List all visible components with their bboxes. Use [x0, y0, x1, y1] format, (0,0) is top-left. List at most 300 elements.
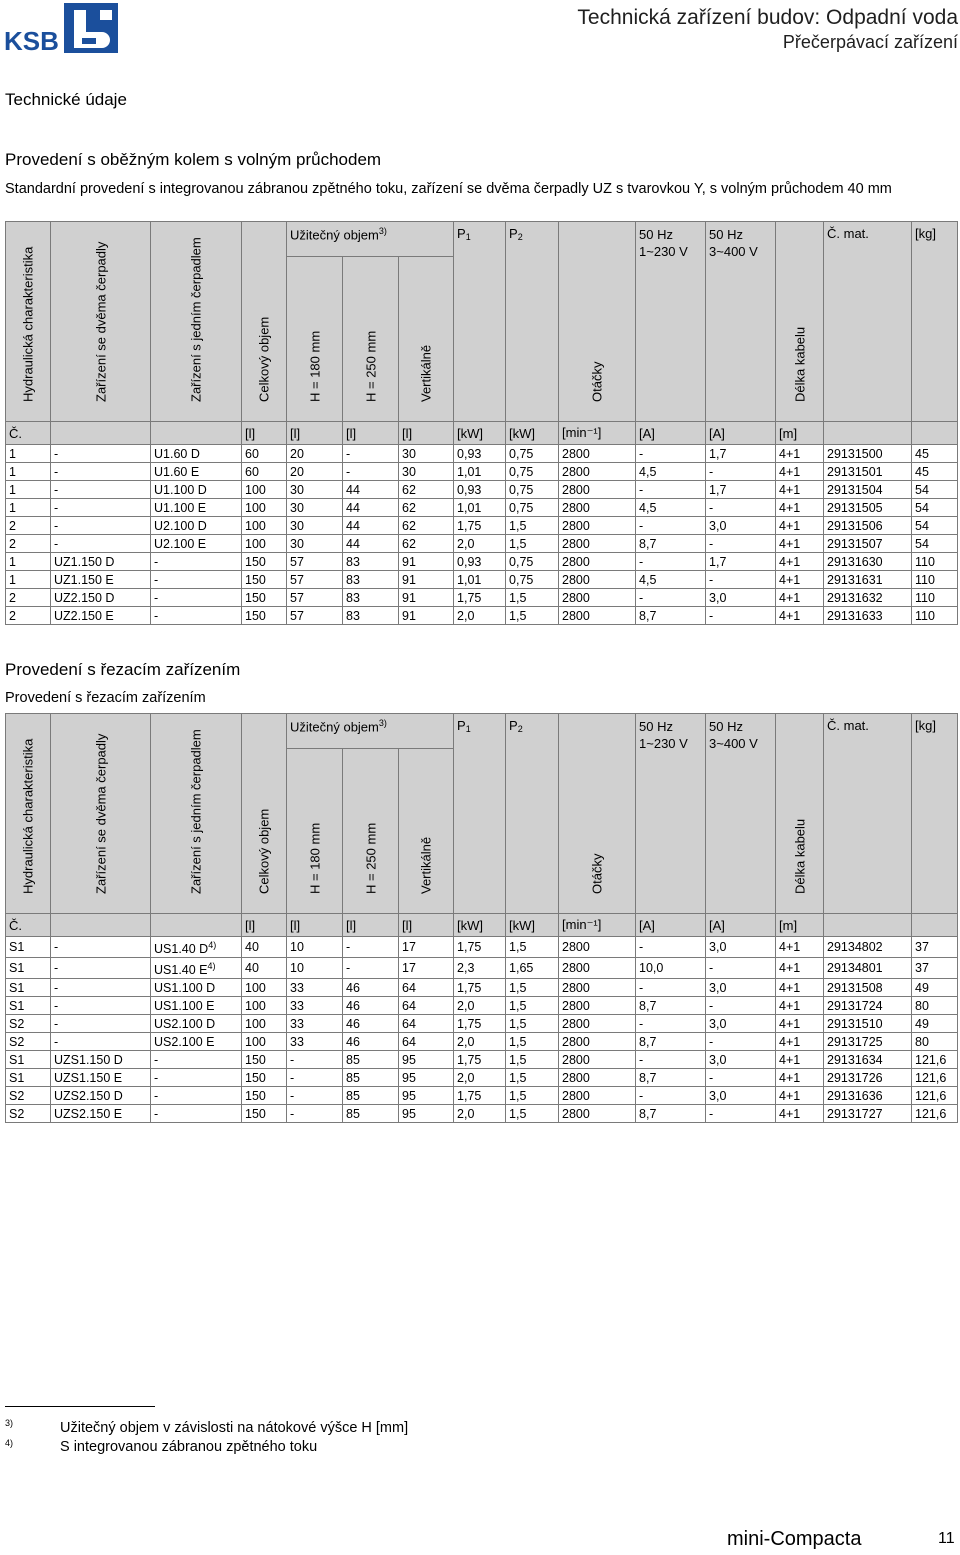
- cell-value: 150: [245, 1088, 266, 1103]
- cell-value: U2.100 E: [154, 536, 207, 551]
- cell-value: 8,7: [639, 1034, 657, 1049]
- cell-value: 29131506: [827, 518, 883, 533]
- cell-value: 0,75: [509, 500, 534, 515]
- table-row: [6, 958, 958, 979]
- table-cell: [559, 445, 636, 463]
- table-cell: [343, 499, 399, 517]
- cell-value: 2800: [562, 1070, 590, 1085]
- table-cell: [151, 499, 242, 517]
- cell-value: -: [290, 1052, 295, 1067]
- table-cell: [287, 445, 343, 463]
- cell-value: -: [639, 590, 644, 605]
- cell-value: -: [709, 536, 714, 551]
- cell-value: 29134802: [827, 940, 883, 955]
- cell-value: 2: [9, 590, 16, 605]
- table-cell: [706, 1087, 776, 1105]
- unit-a: [A]: [636, 914, 706, 937]
- table-cell: [506, 535, 559, 553]
- cell-value: 83: [346, 554, 360, 569]
- cell-value: 17: [402, 940, 416, 955]
- cell-value: 64: [402, 1034, 416, 1049]
- table-cell: [454, 535, 506, 553]
- table-cell: [151, 589, 242, 607]
- header-1ph: 50 Hz 1~230 V: [636, 714, 706, 914]
- table-cell: [343, 958, 399, 979]
- table-cell: [343, 463, 399, 481]
- cell-value: 110: [915, 554, 935, 569]
- table-cell: [506, 463, 559, 481]
- table-cell: [399, 571, 454, 589]
- cell-value: 1,75: [457, 518, 482, 533]
- table-cell: [824, 571, 912, 589]
- table-cell: [776, 997, 824, 1015]
- cell-value: 2: [9, 536, 16, 551]
- cell-value: 29131501: [827, 464, 883, 479]
- table-cell: [559, 517, 636, 535]
- table-cell: [6, 571, 51, 589]
- table-cell: [287, 499, 343, 517]
- table-cell: [706, 1105, 776, 1123]
- cell-value: S1: [9, 998, 25, 1013]
- header-one-pump: Zařízení s jedním čerpadlem: [151, 222, 242, 422]
- table-cell: [912, 958, 958, 979]
- cell-value: S2: [9, 1034, 25, 1049]
- cell-value: 80: [915, 1034, 929, 1049]
- header-speed: Otáčky: [559, 714, 636, 914]
- cell-value: 110: [915, 572, 935, 587]
- cell-value: 29131505: [827, 500, 883, 515]
- cell-value: 10: [290, 940, 304, 955]
- cell-value: 95: [402, 1088, 416, 1103]
- cell-value: 1,75: [457, 1016, 482, 1031]
- table-cell: [506, 1015, 559, 1033]
- table-cell: [287, 517, 343, 535]
- table-row: [6, 553, 958, 571]
- cell-value: 10,0: [639, 961, 664, 976]
- table-cell: [706, 979, 776, 997]
- table-cell: [559, 1087, 636, 1105]
- unit-l: [l]: [399, 422, 454, 445]
- cell-value: 100: [245, 482, 266, 497]
- table-cell: [636, 463, 706, 481]
- cell-value: -: [346, 961, 351, 976]
- table-cell: [559, 553, 636, 571]
- cell-value: 1,5: [509, 1052, 527, 1067]
- table-cell: [399, 481, 454, 499]
- cell-value: 57: [290, 608, 304, 623]
- cell-value: -: [709, 961, 714, 976]
- table-cell: [242, 1051, 287, 1069]
- table-cell: [151, 1051, 242, 1069]
- header-p1: $P_1$: [454, 222, 506, 422]
- cell-value: -: [290, 1088, 295, 1103]
- table-cell: [242, 1015, 287, 1033]
- cell-value: -: [639, 1088, 644, 1103]
- table-cell: [287, 979, 343, 997]
- table-cell: [636, 1015, 706, 1033]
- table-cell: [559, 1051, 636, 1069]
- cell-value: 4+1: [779, 482, 801, 497]
- table-cell: [636, 445, 706, 463]
- table-cell: [559, 463, 636, 481]
- cell-value: -: [639, 482, 644, 497]
- table-cell: [51, 1087, 151, 1105]
- table-cell: [151, 463, 242, 481]
- table-cell: [6, 553, 51, 571]
- table-cell: [242, 1069, 287, 1087]
- cell-value: 33: [290, 980, 304, 995]
- table-row: [6, 499, 958, 517]
- footnote-3-text: Užitečný objem v závislosti na nátokové výšce H [mm]: [60, 1420, 409, 1436]
- cell-value: 54: [915, 518, 929, 533]
- table-cell: [242, 979, 287, 997]
- cell-value: -: [639, 1016, 644, 1031]
- cell-value: -: [54, 518, 59, 533]
- cell-value: U1.100 E: [154, 500, 207, 515]
- table-cell: [912, 607, 958, 625]
- cell-value: 0,93: [457, 482, 482, 497]
- unit-a: [A]: [706, 914, 776, 937]
- table-cell: [912, 499, 958, 517]
- cell-value: S1: [9, 980, 25, 995]
- cell-value: 1,5: [509, 518, 527, 533]
- cell-value: U2.100 D: [154, 518, 207, 533]
- footnote-ref: 4): [208, 940, 217, 950]
- cell-value: 4+1: [779, 500, 801, 515]
- table-cell: [151, 445, 242, 463]
- table-cell: [506, 481, 559, 499]
- table-cell: [912, 463, 958, 481]
- cell-value: -: [54, 536, 59, 551]
- cell-value: 100: [245, 1016, 266, 1031]
- cell-value: -: [154, 572, 159, 587]
- table-cell: [151, 553, 242, 571]
- cell-value: 29131510: [827, 1016, 883, 1031]
- table-cell: [912, 979, 958, 997]
- svg-text:KSB: KSB: [4, 26, 59, 54]
- header-total-volume: Celkový objem: [242, 714, 287, 914]
- unit-m: [m]: [776, 914, 824, 937]
- table-cell: [51, 997, 151, 1015]
- table-cell: [776, 937, 824, 958]
- cell-value: UZ1.150 E: [54, 572, 114, 587]
- cell-value: 83: [346, 608, 360, 623]
- header-title: Technická zařízení budov: Odpadní voda: [577, 6, 958, 29]
- table-cell: [287, 553, 343, 571]
- cell-value: 150: [245, 590, 266, 605]
- table-cell: [636, 535, 706, 553]
- table-cell: [912, 571, 958, 589]
- table-cell: [343, 481, 399, 499]
- cell-value: 4,5: [639, 572, 657, 587]
- table-cell: [287, 1015, 343, 1033]
- table-cell: [287, 1051, 343, 1069]
- cell-value: 4+1: [779, 961, 801, 976]
- cell-value: 46: [346, 998, 360, 1013]
- cell-value: 3,0: [709, 590, 727, 605]
- cell-value: 1,5: [509, 608, 527, 623]
- header-total-volume: Celkový objem: [242, 222, 287, 422]
- table-cell: [636, 1033, 706, 1051]
- table-cell: [6, 997, 51, 1015]
- table-cell: [776, 958, 824, 979]
- cell-value: -: [154, 554, 159, 569]
- header-p1: $P_1$: [454, 714, 506, 914]
- cell-value: 30: [290, 500, 304, 515]
- cell-value: 2800: [562, 980, 590, 995]
- table-cell: [242, 1105, 287, 1123]
- table-cell: [706, 571, 776, 589]
- cell-value: UZS1.150 E: [54, 1070, 123, 1085]
- table-cell: [706, 1051, 776, 1069]
- cell-value: -: [54, 998, 59, 1013]
- cell-value: -: [154, 1052, 159, 1067]
- table-cell: [242, 571, 287, 589]
- cell-value: 2800: [562, 446, 590, 461]
- cell-value: 2,0: [457, 998, 475, 1013]
- table-cell: [636, 997, 706, 1015]
- cell-value: 54: [915, 482, 929, 497]
- table-cell: [824, 607, 912, 625]
- cell-value: 0,93: [457, 446, 482, 461]
- cell-value: -: [346, 464, 351, 479]
- table-cell: [824, 1069, 912, 1087]
- unit-no: Č.: [6, 914, 51, 937]
- section2-title: Provedení s řezacím zařízením: [5, 660, 241, 679]
- cell-value: 2800: [562, 464, 590, 479]
- table-cell: [242, 1087, 287, 1105]
- table-cell: [151, 937, 242, 958]
- table-cell: [706, 1015, 776, 1033]
- cell-value: 1,01: [457, 572, 482, 587]
- table-cell: [6, 607, 51, 625]
- cell-value: 1,75: [457, 1088, 482, 1103]
- table-cell: [343, 1033, 399, 1051]
- cell-value: 1: [9, 500, 16, 515]
- table-row: [6, 445, 958, 463]
- table-cell: [6, 958, 51, 979]
- cell-value: 4+1: [779, 518, 801, 533]
- cell-value: 2800: [562, 1016, 590, 1031]
- table-cell: [824, 1105, 912, 1123]
- table-cell: [776, 979, 824, 997]
- cell-value: 62: [402, 482, 416, 497]
- cell-value: 0,75: [509, 446, 534, 461]
- table-cell: [706, 535, 776, 553]
- table-cell: [51, 463, 151, 481]
- cell-value: -: [154, 1088, 159, 1103]
- cell-value: 2: [9, 518, 16, 533]
- table-cell: [776, 481, 824, 499]
- table-cell: [912, 937, 958, 958]
- ksb-logo-icon: [2, 2, 120, 54]
- cell-value: 45: [915, 446, 929, 461]
- header-cable-length: Délka kabelu: [776, 222, 824, 422]
- table-row: [6, 463, 958, 481]
- cell-value: -: [54, 980, 59, 995]
- table-cell: [287, 481, 343, 499]
- cell-value: 150: [245, 572, 266, 587]
- table-row: [6, 1033, 958, 1051]
- table-cell: [343, 1015, 399, 1033]
- cell-value: 83: [346, 590, 360, 605]
- cell-value: 85: [346, 1070, 360, 1085]
- table-cell: [51, 1051, 151, 1069]
- table-cell: [343, 1051, 399, 1069]
- table-cell: [776, 1051, 824, 1069]
- cell-value: 4,5: [639, 500, 657, 515]
- table-cell: [776, 1033, 824, 1051]
- header-weight: [kg]: [912, 222, 958, 422]
- cell-value: 20: [290, 446, 304, 461]
- table-cell: [287, 1105, 343, 1123]
- cell-value: 62: [402, 536, 416, 551]
- header-h250: H = 250 mm: [343, 749, 399, 914]
- cell-value: 8,7: [639, 1070, 657, 1085]
- cell-value: -: [154, 1106, 159, 1121]
- table-cell: [776, 1015, 824, 1033]
- header-one-pump: Zařízení s jedním čerpadlem: [151, 714, 242, 914]
- cell-value: 4+1: [779, 1016, 801, 1031]
- table-cell: [776, 607, 824, 625]
- table-cell: [151, 607, 242, 625]
- cell-value: 100: [245, 980, 266, 995]
- cell-value: 29131633: [827, 608, 883, 623]
- table-cell: [559, 979, 636, 997]
- table-cell: [343, 517, 399, 535]
- cell-value: 29131507: [827, 536, 883, 551]
- table-cell: [636, 517, 706, 535]
- header-h250: H = 250 mm: [343, 257, 399, 422]
- table-cell: [151, 1033, 242, 1051]
- unit-kw: [kW]: [506, 914, 559, 937]
- cell-value: UZ2.150 D: [54, 590, 115, 605]
- cell-value: 95: [402, 1052, 416, 1067]
- cell-value: US1.100 E: [154, 998, 215, 1013]
- table-cell: [636, 1069, 706, 1087]
- table-cell: [454, 1087, 506, 1105]
- cell-value: 64: [402, 998, 416, 1013]
- table-cell: [6, 517, 51, 535]
- cell-value: S1: [9, 961, 25, 976]
- cell-value: 100: [245, 500, 266, 515]
- cell-value: 8,7: [639, 1106, 657, 1121]
- cell-value: 2800: [562, 1106, 590, 1121]
- section1-title: Provedení s oběžným kolem s volným průchodem: [5, 150, 382, 169]
- table-cell: [242, 589, 287, 607]
- table-cell: [51, 937, 151, 958]
- table-cell: [343, 535, 399, 553]
- table-cell: [636, 958, 706, 979]
- table-cell: [6, 535, 51, 553]
- table-cell: [399, 445, 454, 463]
- table-cell: [287, 997, 343, 1015]
- table-cell: [824, 1033, 912, 1051]
- cell-value: 1,5: [509, 1088, 527, 1103]
- cell-value: 2,0: [457, 608, 475, 623]
- cell-value: 100: [245, 536, 266, 551]
- table-cell: [824, 997, 912, 1015]
- footnote-4-mark: 4): [5, 1438, 14, 1448]
- table-cell: [636, 1051, 706, 1069]
- table-cell: [912, 997, 958, 1015]
- table-cell: [151, 571, 242, 589]
- table-cell: [824, 481, 912, 499]
- table-cell: [912, 1069, 958, 1087]
- cell-value: 1,5: [509, 590, 527, 605]
- cell-value: 100: [245, 1034, 266, 1049]
- table-cell: [6, 1051, 51, 1069]
- table-cell: [912, 1105, 958, 1123]
- table-cell: [454, 1069, 506, 1087]
- cell-value: 85: [346, 1106, 360, 1121]
- table-cell: [506, 1105, 559, 1123]
- table-cell: [51, 607, 151, 625]
- cell-value: 30: [290, 518, 304, 533]
- table-cell: [636, 553, 706, 571]
- cell-value: 49: [915, 1016, 929, 1031]
- table-cell: [287, 958, 343, 979]
- cell-value: 30: [402, 464, 416, 479]
- table-cell: [151, 1087, 242, 1105]
- table-cell: [51, 535, 151, 553]
- table-cell: [287, 535, 343, 553]
- cell-value: 95: [402, 1070, 416, 1085]
- cell-value: -: [154, 608, 159, 623]
- cell-value: S2: [9, 1088, 25, 1103]
- table-cell: [343, 607, 399, 625]
- header-1ph: 50 Hz 1~230 V: [636, 222, 706, 422]
- table-cell: [151, 535, 242, 553]
- table-cell: [51, 1033, 151, 1051]
- footer-brand: mini-Compacta: [727, 1528, 862, 1550]
- cell-value: 91: [402, 608, 416, 623]
- cell-value: 2800: [562, 554, 590, 569]
- cell-value: 1,5: [509, 1106, 527, 1121]
- table-cell: [287, 1069, 343, 1087]
- cell-value: -: [639, 1052, 644, 1067]
- cell-value: 4+1: [779, 1034, 801, 1049]
- table-cell: [706, 958, 776, 979]
- header-3ph: 50 Hz 3~400 V: [706, 714, 776, 914]
- table-cell: [706, 517, 776, 535]
- table-cell: [343, 997, 399, 1015]
- table-cell: [912, 517, 958, 535]
- cell-value: 29131631: [827, 572, 883, 587]
- table-cell: [559, 1033, 636, 1051]
- cell-value: 4+1: [779, 464, 801, 479]
- cell-value: -: [54, 464, 59, 479]
- header-subtitle: Přečerpávací zařízení: [782, 32, 958, 52]
- header-speed: Otáčky: [559, 222, 636, 422]
- cell-value: 10: [290, 961, 304, 976]
- table-row: [6, 937, 958, 958]
- footnote-4-text: S integrovanou zábranou zpětného toku: [60, 1439, 318, 1455]
- cell-value: S2: [9, 1106, 25, 1121]
- cell-value: 2,0: [457, 1106, 475, 1121]
- table-cell: [776, 1069, 824, 1087]
- cell-value: US1.100 D: [154, 980, 216, 995]
- table-cell: [454, 553, 506, 571]
- cell-value: 44: [346, 482, 360, 497]
- cell-value: -: [639, 940, 644, 955]
- cell-value: 1,5: [509, 1034, 527, 1049]
- cell-value: 29131508: [827, 980, 883, 995]
- table-row: [6, 571, 958, 589]
- table-cell: [399, 463, 454, 481]
- cell-value: 85: [346, 1052, 360, 1067]
- unit-l: [l]: [287, 422, 343, 445]
